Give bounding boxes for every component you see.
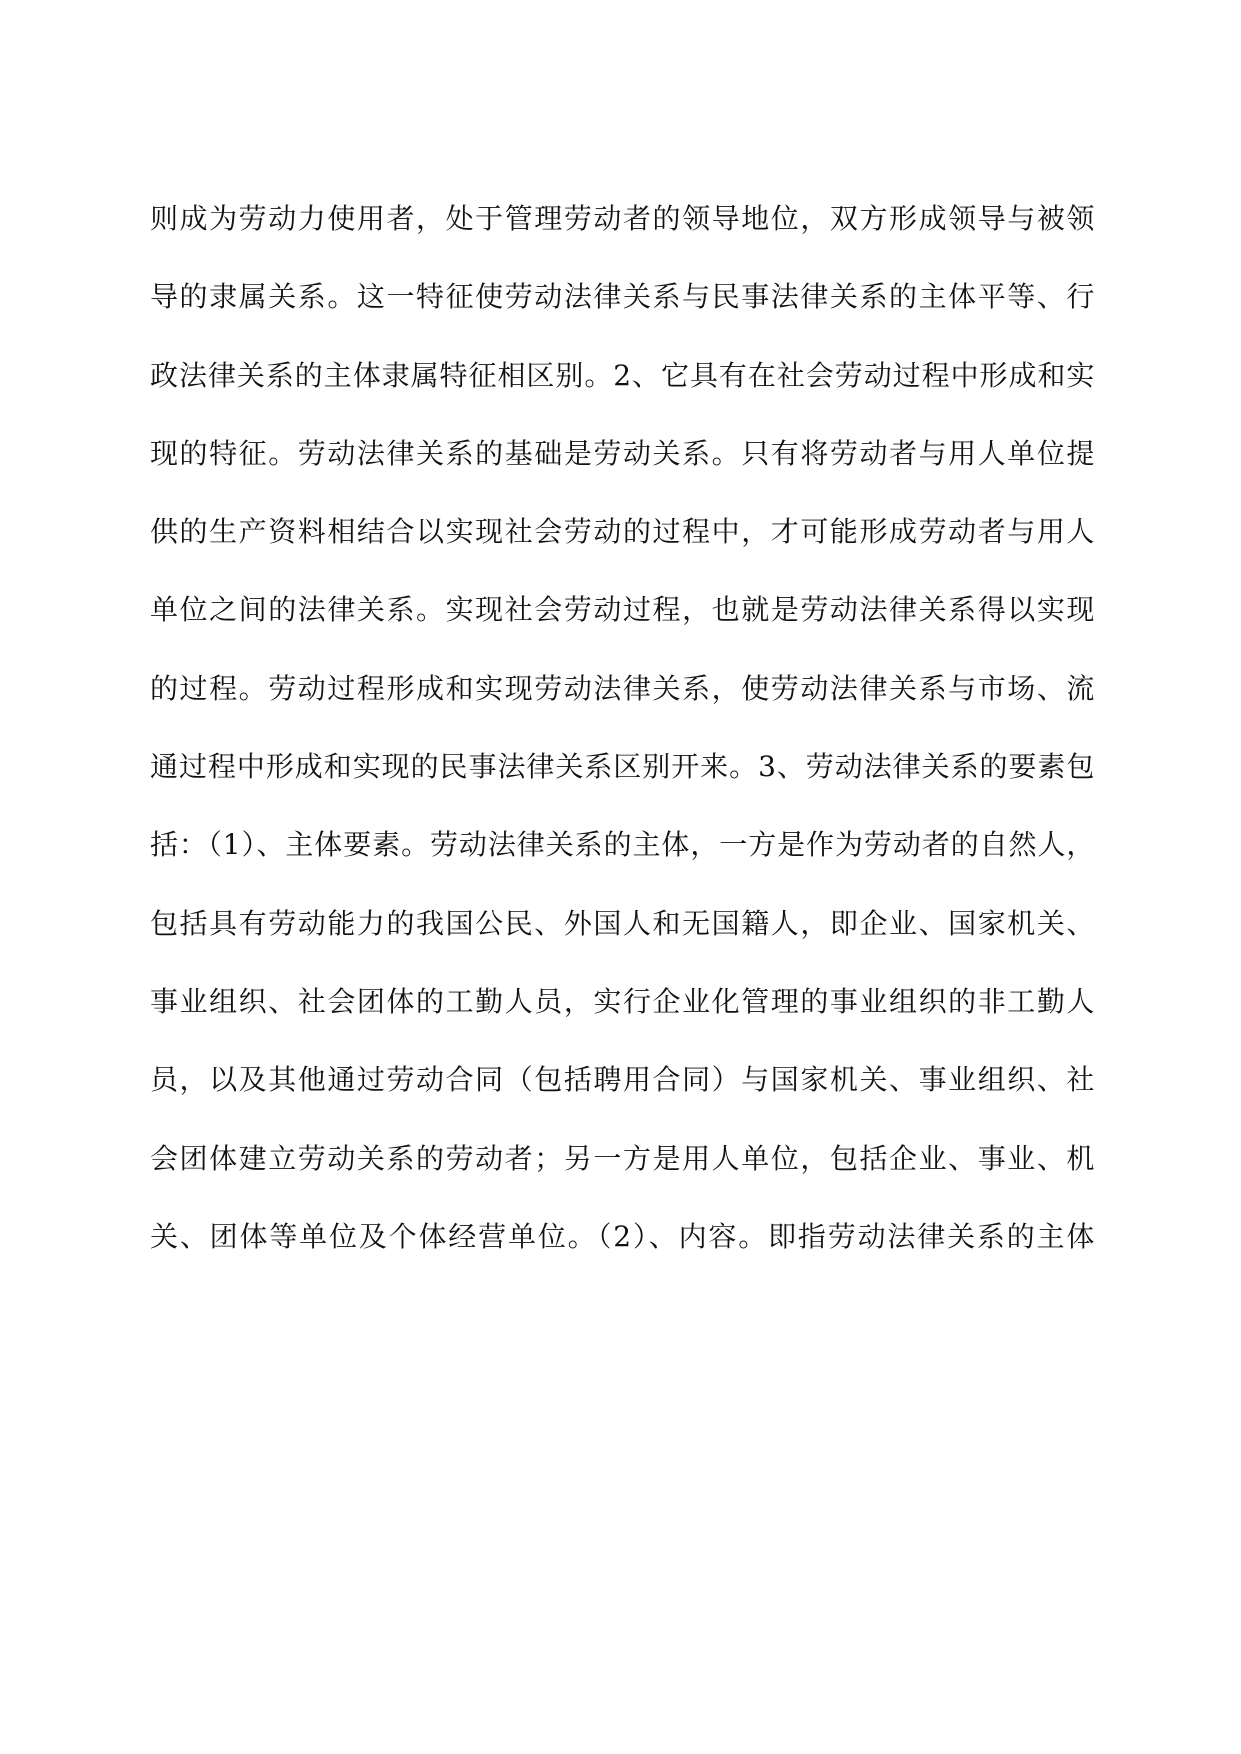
text-line: 事业组织、社会团体的工勤人员，实行企业化管理的事业组织的非工勤人 xyxy=(150,984,1095,1018)
text-line: 包括具有劳动能力的我国公民、外国人和无国籍人，即企业、国家机关、 xyxy=(150,906,1095,940)
text-line: 供的生产资料相结合以实现社会劳动的过程中，才可能形成劳动者与用人 xyxy=(150,515,1095,549)
text-line: 通过程中形成和实现的民事法律关系区别开来。3、劳动法律关系的要素包 xyxy=(150,750,1095,784)
text-line: 政法律关系的主体隶属特征相区别。2、它具有在社会劳动过程中形成和实 xyxy=(150,358,1095,392)
text-line: 导的隶属关系。这一特征使劳动法律关系与民事法律关系的主体平等、行 xyxy=(150,280,1095,314)
text-line: 关、团体等单位及个体经营单位。（2）、内容。即指劳动法律关系的主体 xyxy=(150,1219,1095,1253)
text-line: 会团体建立劳动关系的劳动者；另一方是用人单位，包括企业、事业、机 xyxy=(150,1141,1095,1175)
text-line: 则成为劳动力使用者，处于管理劳动者的领导地位，双方形成领导与被领 xyxy=(150,202,1095,235)
text-line: 员，以及其他通过劳动合同（包括聘用合同）与国家机关、事业组织、社 xyxy=(150,1063,1095,1097)
body-text xyxy=(150,180,1095,1276)
text-line: 的过程。劳动过程形成和实现劳动法律关系，使劳动法律关系与市场、流 xyxy=(150,671,1095,705)
text-line: 现的特征。劳动法律关系的基础是劳动关系。只有将劳动者与用人单位提 xyxy=(150,436,1095,470)
text-line: 括：（1）、主体要素。劳动法律关系的主体，一方是作为劳动者的自然人， xyxy=(150,828,1095,862)
text-line: 单位之间的法律关系。实现社会劳动过程，也就是劳动法律关系得以实现 xyxy=(150,593,1095,627)
